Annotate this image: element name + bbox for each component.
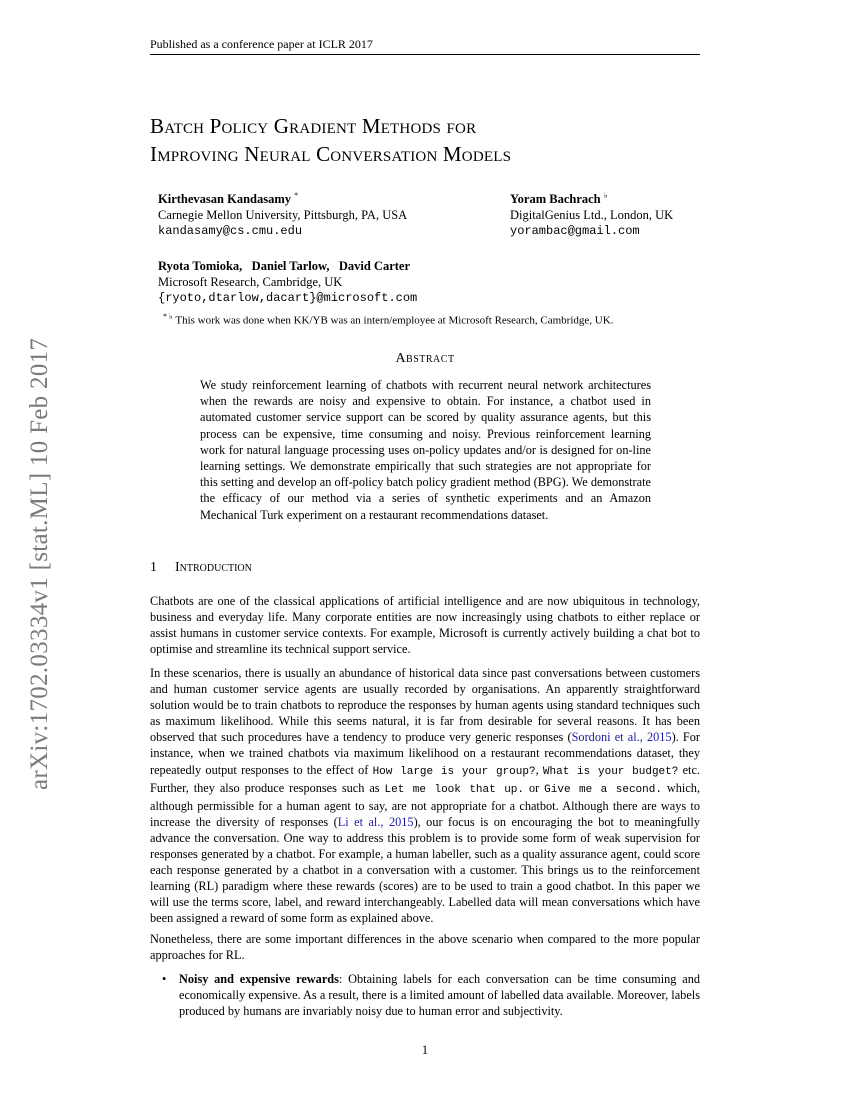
arxiv-stamp: arXiv:1702.03334v1 [stat.ML] 10 Feb 2017 bbox=[26, 337, 53, 790]
author-email: kandasamy@cs.cmu.edu bbox=[158, 224, 303, 239]
header-rule bbox=[150, 54, 700, 55]
title-line-1: Batch Policy Gradient Methods for bbox=[150, 114, 477, 138]
author-block-2 bbox=[510, 188, 673, 239]
text-span: etc. Further, they also produce responses such as bbox=[150, 762, 700, 795]
author-block-1 bbox=[158, 188, 407, 239]
page-number: 1 bbox=[421, 1043, 429, 1057]
abstract-heading: Abstract bbox=[395, 351, 455, 366]
footnote-marks: * ♭ bbox=[163, 312, 173, 321]
code-snippet: How large is your group? bbox=[372, 765, 536, 778]
paper-title bbox=[150, 112, 511, 168]
text-span: or bbox=[524, 780, 545, 795]
section-heading bbox=[150, 560, 252, 576]
footnote-text: This work was done when KK/YB was an intern/employee at Microsoft Research, Cambridge, UK. bbox=[175, 314, 614, 327]
citation-link[interactable]: Li et al., 2015 bbox=[337, 814, 414, 829]
paragraph-1: Chatbots are one of the classical applications of artificial intelligence and are now ubiquitous in technology, business and everyday life. Many corporate entities are now increasingly using chatbots to either replace or assist humans in customer service contexts. For example, Microsoft is currently actively building a chat bot to optimise and streamline its technical support service. bbox=[150, 594, 700, 657]
text-span: ). For instance, when we trained chatbots via maximum likelihood on a restaurant recommendations dataset, they repeatedly output responses to the effect of bbox=[150, 730, 700, 777]
bullet-label: Noisy and expensive rewards bbox=[179, 972, 339, 986]
author-footnote bbox=[163, 312, 613, 327]
text-span: which, although permissible for a human agent to say, are not appropriate for a chatbot. Although there are ways to increase the diversity of responses ( bbox=[150, 780, 701, 829]
author-mark: ♭ bbox=[603, 191, 608, 200]
bullet-text: : Obtaining labels for each conversation can be time consuming and economically expensive. As a result, there is a limited amount of labelled data available. Moreover, labels produced by humans are invariably noisy due to human error and subjectivity. bbox=[179, 972, 700, 1019]
section-title: Introduction bbox=[175, 560, 252, 575]
author-block-3 bbox=[158, 258, 417, 306]
paragraph-2 bbox=[150, 665, 700, 927]
title-line-2: Improving Neural Conversation Models bbox=[150, 142, 512, 166]
running-header: Published as a conference paper at ICLR 2017 bbox=[150, 37, 373, 51]
author-affiliation: Microsoft Research, Cambridge, UK bbox=[158, 275, 343, 289]
text-span: ), our focus is on encouraging the bot to meaningfully advance the conversation. One way to address this problem is to provide some form of weak supervision for responses generated by a chatbot. For example, a human labeller, such as a quality assurance agent, could score each response generated by a chatbot in a conversation with a customer. This brings us to the reinforcement learning (RL) paradigm where these rewards (scores) are to be used to train a good chatbot. In this paper we will use the terms score, label, and reward interchangeably. Labelled data will mean conversations which have been assigned a reward of some form as explained above. bbox=[150, 814, 700, 926]
paragraph-3: Nonetheless, there are some important differences in the above scenario when compared to the more popular approaches for RL. bbox=[150, 932, 700, 963]
section-number: 1 bbox=[150, 560, 157, 575]
bullet-icon: • bbox=[162, 972, 167, 986]
citation-link[interactable]: Sordoni et al., 2015 bbox=[571, 730, 672, 745]
author-email: yorambac@gmail.com bbox=[510, 224, 640, 239]
author-email: {ryoto,dtarlow,dacart}@microsoft.com bbox=[158, 291, 418, 305]
text-span: , bbox=[535, 762, 543, 777]
author-affiliation: Carnegie Mellon University, Pittsburgh, PA, USA bbox=[158, 208, 408, 223]
code-snippet: What is your budget? bbox=[542, 765, 679, 778]
author-name: Kirthevasan Kandasamy bbox=[158, 192, 292, 207]
author-names: Ryota Tomioka, Daniel Tarlow, David Carter bbox=[158, 259, 411, 273]
author-mark: * bbox=[294, 191, 299, 200]
code-snippet: Give me a second. bbox=[544, 783, 662, 796]
author-name: Yoram Bachrach bbox=[510, 192, 601, 207]
bullet-item bbox=[164, 971, 700, 1019]
author-affiliation: DigitalGenius Ltd., London, UK bbox=[510, 208, 674, 223]
code-snippet: Let me look that up. bbox=[384, 783, 525, 796]
abstract-text: We study reinforcement learning of chatbots with recurrent neural network architectures when the rewards are noisy and expensive to obtain. For instance, a chatbot used in automated customer service support can be scored by quality assurance agents, but this process can be expensive, time consuming and noisy. Previous reinforcement learning work for natural language processing uses on-policy updates and/or is designed for on-line learning settings. We demonstrate empirically that such strategies are not appropriate for this setting and develop an off-policy batch policy gradient method (BPG). We demonstrate the efficacy of our method via a series of synthetic experiments and an Amazon Mechanical Turk experiment on a restaurant recommendations dataset. bbox=[200, 378, 651, 522]
text-span: In these scenarios, there is usually an abundance of historical data since past conversations between customers and human customer service agents are usually recorded by organisations. An apparently straightforward solution would be to train chatbots to reproduce the responses by human agents using standard techniques such as maximum likelihood. While this seems natural, it is far from desirable for several reasons. It has been observed that such procedures have a tendency to produce very generic responses ( bbox=[150, 666, 700, 745]
